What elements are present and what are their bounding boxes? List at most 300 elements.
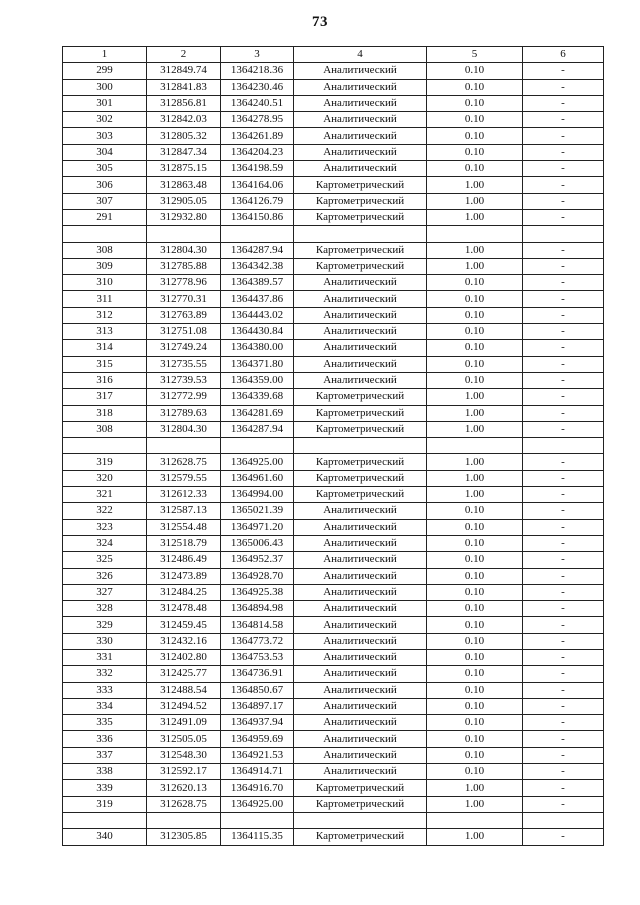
accuracy-cell: 0.10 — [427, 731, 523, 747]
accuracy-cell: 0.10 — [427, 112, 523, 128]
y-coordinate-cell: 1364994.00 — [221, 487, 294, 503]
x-coordinate-cell: 312849.74 — [147, 63, 221, 79]
point-number-cell: 314 — [63, 340, 147, 356]
note-cell: - — [523, 307, 604, 323]
table-row — [63, 307, 604, 323]
y-coordinate-cell: 1364339.68 — [221, 389, 294, 405]
table-row — [63, 682, 604, 698]
y-coordinate-cell: 1364240.51 — [221, 95, 294, 111]
accuracy-cell: 0.10 — [427, 682, 523, 698]
table-row — [63, 747, 604, 763]
x-coordinate-cell: 312735.55 — [147, 356, 221, 372]
method-cell: Картометрический — [294, 258, 427, 274]
accuracy-cell: 0.10 — [427, 79, 523, 95]
x-coordinate-cell — [147, 438, 221, 454]
page-number: 73 — [312, 14, 328, 30]
table-row — [63, 258, 604, 274]
point-number-cell: 315 — [63, 356, 147, 372]
accuracy-cell: 0.10 — [427, 633, 523, 649]
note-cell — [523, 226, 604, 242]
method-cell: Аналитический — [294, 666, 427, 682]
note-cell: - — [523, 63, 604, 79]
point-number-cell: 309 — [63, 258, 147, 274]
method-cell: Аналитический — [294, 95, 427, 111]
note-cell: - — [523, 193, 604, 209]
point-number-cell: 332 — [63, 666, 147, 682]
accuracy-cell: 0.10 — [427, 552, 523, 568]
x-coordinate-cell: 312804.30 — [147, 242, 221, 258]
table-row — [63, 454, 604, 470]
x-coordinate-cell: 312620.13 — [147, 780, 221, 796]
point-number-cell: 319 — [63, 454, 147, 470]
point-number-cell: 320 — [63, 470, 147, 486]
y-coordinate-cell: 1364916.70 — [221, 780, 294, 796]
point-number-cell: 339 — [63, 780, 147, 796]
note-cell: - — [523, 487, 604, 503]
accuracy-cell: 0.10 — [427, 649, 523, 665]
note-cell: - — [523, 617, 604, 633]
accuracy-cell: 0.10 — [427, 144, 523, 160]
point-number-cell: 307 — [63, 193, 147, 209]
accuracy-cell: 1.00 — [427, 242, 523, 258]
x-coordinate-cell: 312488.54 — [147, 682, 221, 698]
y-coordinate-cell — [221, 812, 294, 828]
x-coordinate-cell: 312804.30 — [147, 421, 221, 437]
accuracy-cell: 0.10 — [427, 372, 523, 388]
accuracy-cell: 1.00 — [427, 193, 523, 209]
note-cell: - — [523, 764, 604, 780]
accuracy-cell: 0.10 — [427, 95, 523, 111]
method-cell: Аналитический — [294, 519, 427, 535]
method-cell: Аналитический — [294, 682, 427, 698]
y-coordinate-cell: 1364961.60 — [221, 470, 294, 486]
note-cell: - — [523, 682, 604, 698]
table-row — [63, 470, 604, 486]
y-coordinate-cell: 1364814.58 — [221, 617, 294, 633]
table-row — [63, 829, 604, 845]
accuracy-cell: 1.00 — [427, 209, 523, 225]
note-cell: - — [523, 715, 604, 731]
table-row — [63, 796, 604, 812]
x-coordinate-cell: 312628.75 — [147, 796, 221, 812]
note-cell: - — [523, 796, 604, 812]
point-number-cell — [63, 438, 147, 454]
point-number-cell: 318 — [63, 405, 147, 421]
accuracy-cell: 1.00 — [427, 421, 523, 437]
note-cell: - — [523, 161, 604, 177]
method-cell: Аналитический — [294, 535, 427, 551]
table-row — [63, 242, 604, 258]
accuracy-cell: 0.10 — [427, 568, 523, 584]
note-cell: - — [523, 372, 604, 388]
method-cell: Картометрический — [294, 242, 427, 258]
accuracy-cell: 1.00 — [427, 405, 523, 421]
table-body — [63, 63, 604, 845]
x-coordinate-cell: 312778.96 — [147, 275, 221, 291]
note-cell: - — [523, 209, 604, 225]
y-coordinate-cell: 1364164.06 — [221, 177, 294, 193]
accuracy-cell — [427, 438, 523, 454]
accuracy-cell: 0.10 — [427, 291, 523, 307]
y-coordinate-cell: 1364380.00 — [221, 340, 294, 356]
point-number-cell: 303 — [63, 128, 147, 144]
y-coordinate-cell: 1364971.20 — [221, 519, 294, 535]
point-number-cell: 336 — [63, 731, 147, 747]
note-cell: - — [523, 389, 604, 405]
point-number-cell: 305 — [63, 161, 147, 177]
note-cell: - — [523, 731, 604, 747]
y-coordinate-cell: 1364773.72 — [221, 633, 294, 649]
y-coordinate-cell: 1364204.23 — [221, 144, 294, 160]
y-coordinate-cell: 1364894.98 — [221, 601, 294, 617]
point-number-cell: 311 — [63, 291, 147, 307]
y-coordinate-cell: 1364198.59 — [221, 161, 294, 177]
table-row — [63, 601, 604, 617]
method-cell: Картометрический — [294, 454, 427, 470]
y-coordinate-cell — [221, 226, 294, 242]
accuracy-cell — [427, 812, 523, 828]
table-row — [63, 79, 604, 95]
method-cell: Аналитический — [294, 568, 427, 584]
y-coordinate-cell: 1364921.53 — [221, 747, 294, 763]
note-cell: - — [523, 242, 604, 258]
accuracy-cell: 0.10 — [427, 356, 523, 372]
y-coordinate-cell: 1364925.38 — [221, 584, 294, 600]
x-coordinate-cell: 312548.30 — [147, 747, 221, 763]
method-cell: Картометрический — [294, 193, 427, 209]
method-cell: Аналитический — [294, 764, 427, 780]
point-number-cell: 300 — [63, 79, 147, 95]
accuracy-cell: 0.10 — [427, 747, 523, 763]
table-row — [63, 633, 604, 649]
x-coordinate-cell: 312478.48 — [147, 601, 221, 617]
method-cell: Картометрический — [294, 796, 427, 812]
method-cell: Аналитический — [294, 633, 427, 649]
accuracy-cell: 0.10 — [427, 519, 523, 535]
method-cell: Аналитический — [294, 144, 427, 160]
accuracy-cell: 1.00 — [427, 258, 523, 274]
header-cell-6: 6 — [523, 47, 604, 63]
point-number-cell: 310 — [63, 275, 147, 291]
note-cell: - — [523, 421, 604, 437]
y-coordinate-cell: 1364359.00 — [221, 372, 294, 388]
x-coordinate-cell: 312842.03 — [147, 112, 221, 128]
method-cell: Картометрический — [294, 177, 427, 193]
method-cell: Картометрический — [294, 405, 427, 421]
method-cell: Аналитический — [294, 552, 427, 568]
method-cell: Аналитический — [294, 715, 427, 731]
table-row — [63, 649, 604, 665]
x-coordinate-cell: 312305.85 — [147, 829, 221, 845]
point-number-cell: 338 — [63, 764, 147, 780]
point-number-cell: 299 — [63, 63, 147, 79]
x-coordinate-cell: 312505.05 — [147, 731, 221, 747]
point-number-cell: 327 — [63, 584, 147, 600]
accuracy-cell: 1.00 — [427, 829, 523, 845]
note-cell: - — [523, 258, 604, 274]
x-coordinate-cell: 312739.53 — [147, 372, 221, 388]
point-number-cell: 317 — [63, 389, 147, 405]
y-coordinate-cell: 1364959.69 — [221, 731, 294, 747]
y-coordinate-cell: 1364443.02 — [221, 307, 294, 323]
x-coordinate-cell: 312628.75 — [147, 454, 221, 470]
note-cell: - — [523, 177, 604, 193]
x-coordinate-cell: 312875.15 — [147, 161, 221, 177]
y-coordinate-cell: 1364937.94 — [221, 715, 294, 731]
point-number-cell: 325 — [63, 552, 147, 568]
accuracy-cell: 0.10 — [427, 275, 523, 291]
x-coordinate-cell: 312785.88 — [147, 258, 221, 274]
point-number-cell: 302 — [63, 112, 147, 128]
accuracy-cell: 0.10 — [427, 340, 523, 356]
y-coordinate-cell: 1364371.80 — [221, 356, 294, 372]
method-cell: Аналитический — [294, 617, 427, 633]
accuracy-cell: 0.10 — [427, 715, 523, 731]
accuracy-cell: 0.10 — [427, 535, 523, 551]
point-number-cell: 333 — [63, 682, 147, 698]
point-number-cell: 308 — [63, 421, 147, 437]
note-cell: - — [523, 79, 604, 95]
x-coordinate-cell: 312486.49 — [147, 552, 221, 568]
x-coordinate-cell: 312491.09 — [147, 715, 221, 731]
accuracy-cell: 0.10 — [427, 63, 523, 79]
table-row — [63, 780, 604, 796]
table-row — [63, 731, 604, 747]
point-number-cell: 323 — [63, 519, 147, 535]
method-cell: Аналитический — [294, 503, 427, 519]
y-coordinate-cell: 1364430.84 — [221, 324, 294, 340]
y-coordinate-cell: 1364126.79 — [221, 193, 294, 209]
accuracy-cell: 1.00 — [427, 454, 523, 470]
method-cell: Аналитический — [294, 291, 427, 307]
note-cell: - — [523, 454, 604, 470]
note-cell — [523, 438, 604, 454]
method-cell: Картометрический — [294, 829, 427, 845]
point-number-cell: 331 — [63, 649, 147, 665]
note-cell: - — [523, 519, 604, 535]
table-row — [63, 389, 604, 405]
header-cell-3: 3 — [221, 47, 294, 63]
method-cell: Аналитический — [294, 356, 427, 372]
y-coordinate-cell: 1364230.46 — [221, 79, 294, 95]
table-row — [63, 128, 604, 144]
method-cell: Аналитический — [294, 731, 427, 747]
method-cell: Аналитический — [294, 584, 427, 600]
accuracy-cell: 0.10 — [427, 161, 523, 177]
x-coordinate-cell: 312554.48 — [147, 519, 221, 535]
y-coordinate-cell: 1364897.17 — [221, 698, 294, 714]
note-cell: - — [523, 340, 604, 356]
note-cell: - — [523, 356, 604, 372]
y-coordinate-cell: 1364850.67 — [221, 682, 294, 698]
method-cell — [294, 438, 427, 454]
note-cell: - — [523, 568, 604, 584]
y-coordinate-cell: 1364261.89 — [221, 128, 294, 144]
y-coordinate-cell: 1364914.71 — [221, 764, 294, 780]
table-row — [63, 503, 604, 519]
table-row — [63, 535, 604, 551]
accuracy-cell: 0.10 — [427, 503, 523, 519]
table-row — [63, 438, 604, 454]
method-cell: Аналитический — [294, 161, 427, 177]
method-cell — [294, 226, 427, 242]
point-number-cell — [63, 812, 147, 828]
x-coordinate-cell: 312612.33 — [147, 487, 221, 503]
note-cell: - — [523, 649, 604, 665]
x-coordinate-cell: 312751.08 — [147, 324, 221, 340]
accuracy-cell: 1.00 — [427, 796, 523, 812]
method-cell: Картометрический — [294, 421, 427, 437]
table-row — [63, 552, 604, 568]
note-cell: - — [523, 144, 604, 160]
method-cell: Аналитический — [294, 307, 427, 323]
point-number-cell: 328 — [63, 601, 147, 617]
method-cell: Картометрический — [294, 487, 427, 503]
accuracy-cell: 0.10 — [427, 128, 523, 144]
point-number-cell: 312 — [63, 307, 147, 323]
x-coordinate-cell — [147, 226, 221, 242]
x-coordinate-cell — [147, 812, 221, 828]
accuracy-cell: 0.10 — [427, 601, 523, 617]
x-coordinate-cell: 312579.55 — [147, 470, 221, 486]
note-cell: - — [523, 470, 604, 486]
y-coordinate-cell: 1364281.69 — [221, 405, 294, 421]
table-row — [63, 226, 604, 242]
note-cell: - — [523, 405, 604, 421]
method-cell: Картометрический — [294, 209, 427, 225]
x-coordinate-cell: 312847.34 — [147, 144, 221, 160]
table-row — [63, 487, 604, 503]
x-coordinate-cell: 312772.99 — [147, 389, 221, 405]
table-row — [63, 95, 604, 111]
y-coordinate-cell: 1364287.94 — [221, 421, 294, 437]
accuracy-cell: 1.00 — [427, 470, 523, 486]
x-coordinate-cell: 312425.77 — [147, 666, 221, 682]
x-coordinate-cell: 312841.83 — [147, 79, 221, 95]
x-coordinate-cell: 312863.48 — [147, 177, 221, 193]
point-number-cell: 306 — [63, 177, 147, 193]
point-number-cell: 319 — [63, 796, 147, 812]
table-row — [63, 209, 604, 225]
x-coordinate-cell: 312905.05 — [147, 193, 221, 209]
point-number-cell: 313 — [63, 324, 147, 340]
table-row — [63, 112, 604, 128]
table-row — [63, 193, 604, 209]
method-cell: Аналитический — [294, 128, 427, 144]
note-cell: - — [523, 503, 604, 519]
y-coordinate-cell: 1364115.35 — [221, 829, 294, 845]
y-coordinate-cell: 1365021.39 — [221, 503, 294, 519]
accuracy-cell: 1.00 — [427, 487, 523, 503]
method-cell: Картометрический — [294, 780, 427, 796]
table-header-row — [63, 47, 604, 63]
note-cell: - — [523, 666, 604, 682]
point-number-cell: 335 — [63, 715, 147, 731]
point-number-cell: 316 — [63, 372, 147, 388]
table-row — [63, 405, 604, 421]
table-row — [63, 291, 604, 307]
point-number-cell: 301 — [63, 95, 147, 111]
table-row — [63, 715, 604, 731]
accuracy-cell: 1.00 — [427, 780, 523, 796]
note-cell: - — [523, 601, 604, 617]
table-row — [63, 324, 604, 340]
table-row — [63, 698, 604, 714]
y-coordinate-cell: 1364925.00 — [221, 454, 294, 470]
method-cell: Аналитический — [294, 698, 427, 714]
note-cell: - — [523, 584, 604, 600]
x-coordinate-cell: 312459.45 — [147, 617, 221, 633]
method-cell: Аналитический — [294, 112, 427, 128]
point-number-cell: 322 — [63, 503, 147, 519]
table-row — [63, 421, 604, 437]
y-coordinate-cell: 1364287.94 — [221, 242, 294, 258]
accuracy-cell: 0.10 — [427, 698, 523, 714]
x-coordinate-cell: 312592.17 — [147, 764, 221, 780]
header-cell-1: 1 — [63, 47, 147, 63]
accuracy-cell: 0.10 — [427, 764, 523, 780]
y-coordinate-cell: 1364753.53 — [221, 649, 294, 665]
table-row — [63, 666, 604, 682]
point-number-cell: 330 — [63, 633, 147, 649]
accuracy-cell: 0.10 — [427, 307, 523, 323]
point-number-cell: 326 — [63, 568, 147, 584]
table-row — [63, 568, 604, 584]
table-row — [63, 177, 604, 193]
method-cell: Картометрический — [294, 389, 427, 405]
table-row — [63, 340, 604, 356]
note-cell: - — [523, 112, 604, 128]
point-number-cell — [63, 226, 147, 242]
y-coordinate-cell: 1364218.36 — [221, 63, 294, 79]
method-cell — [294, 812, 427, 828]
accuracy-cell: 0.10 — [427, 584, 523, 600]
accuracy-cell: 1.00 — [427, 389, 523, 405]
table-row — [63, 617, 604, 633]
note-cell: - — [523, 633, 604, 649]
note-cell: - — [523, 829, 604, 845]
note-cell: - — [523, 275, 604, 291]
y-coordinate-cell: 1364389.57 — [221, 275, 294, 291]
method-cell: Аналитический — [294, 601, 427, 617]
y-coordinate-cell: 1364150.86 — [221, 209, 294, 225]
table-row — [63, 356, 604, 372]
table-row — [63, 519, 604, 535]
y-coordinate-cell: 1364342.38 — [221, 258, 294, 274]
note-cell: - — [523, 698, 604, 714]
point-number-cell: 340 — [63, 829, 147, 845]
note-cell: - — [523, 291, 604, 307]
x-coordinate-cell: 312484.25 — [147, 584, 221, 600]
point-number-cell: 321 — [63, 487, 147, 503]
method-cell: Аналитический — [294, 649, 427, 665]
table-row — [63, 812, 604, 828]
x-coordinate-cell: 312789.63 — [147, 405, 221, 421]
accuracy-cell: 1.00 — [427, 177, 523, 193]
table-row — [63, 372, 604, 388]
accuracy-cell — [427, 226, 523, 242]
header-cell-2: 2 — [147, 47, 221, 63]
x-coordinate-cell: 312856.81 — [147, 95, 221, 111]
x-coordinate-cell: 312494.52 — [147, 698, 221, 714]
note-cell: - — [523, 324, 604, 340]
x-coordinate-cell: 312770.31 — [147, 291, 221, 307]
method-cell: Аналитический — [294, 324, 427, 340]
y-coordinate-cell: 1364437.86 — [221, 291, 294, 307]
table-row — [63, 161, 604, 177]
header-cell-5: 5 — [427, 47, 523, 63]
x-coordinate-cell: 312432.16 — [147, 633, 221, 649]
